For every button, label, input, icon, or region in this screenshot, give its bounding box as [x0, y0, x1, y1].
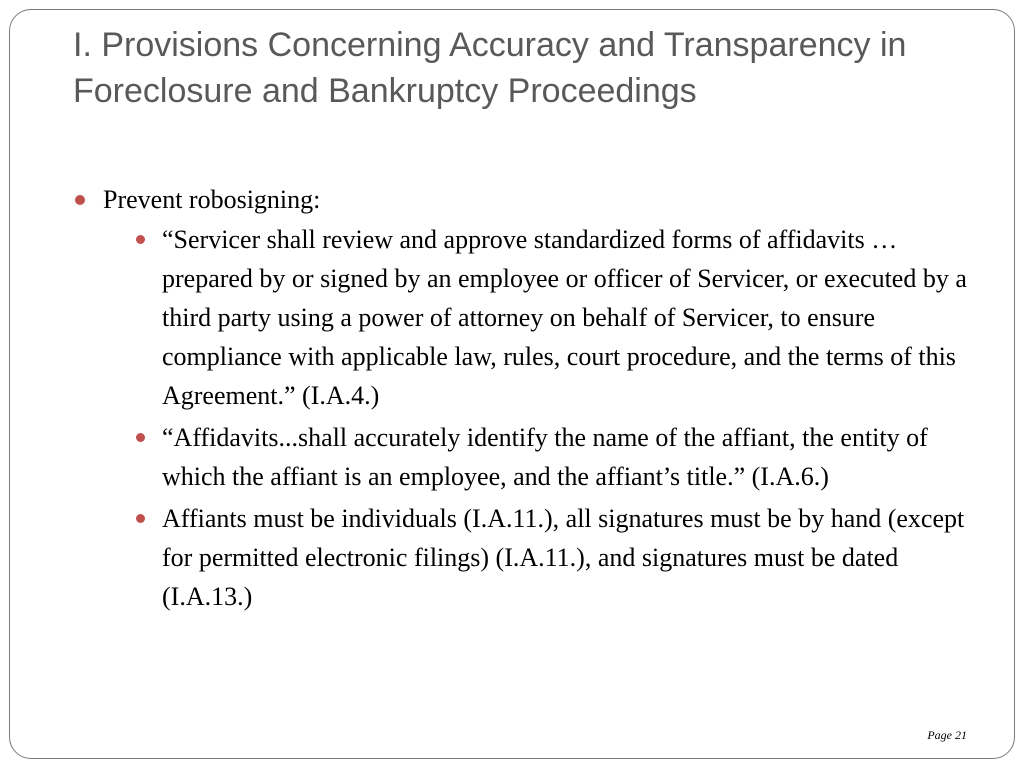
bullet-text: Prevent robosigning:: [103, 185, 321, 214]
sub-bullet-list: [103, 220, 974, 616]
bullet-dot-icon: [75, 195, 85, 205]
page-number: Page 21: [927, 728, 967, 742]
bullet-dot-icon: [136, 514, 145, 523]
sub-bullet-item: [103, 499, 974, 616]
sub-bullet-text: Affiants must be individuals (I.A.11.), all signatures must be by hand (except for permitted electronic filings) (I.A.11.), and signatures must be dated (I.A.13.): [162, 504, 965, 611]
bullet-dot-icon: [136, 433, 145, 442]
slide-title: I. Provisions Concerning Accuracy and Transparency in Foreclosure and Bankruptcy Proceedings: [73, 26, 907, 110]
sub-bullet-item: [103, 418, 974, 496]
slide-frame: [9, 9, 1015, 759]
sub-bullet-text: “Servicer shall review and approve standardized forms of affidavits …prepared by or signed by an employee or officer of Servicer, or executed by a third party using a power of attorney on behalf of Servicer, to ensure compliance with applicable law, rules, court procedure, and the terms of this Agreement.” (I.A.4.): [162, 225, 967, 410]
bullet-dot-icon: [136, 235, 145, 244]
bullet-item: [74, 180, 974, 616]
sub-bullet-item: [103, 220, 974, 415]
sub-bullet-text: “Affidavits...shall accurately identify the name of the affiant, the entity of which the affiant is an employee, and the affiant’s title.” (I.A.6.): [162, 423, 928, 491]
bullet-list: [74, 180, 974, 619]
